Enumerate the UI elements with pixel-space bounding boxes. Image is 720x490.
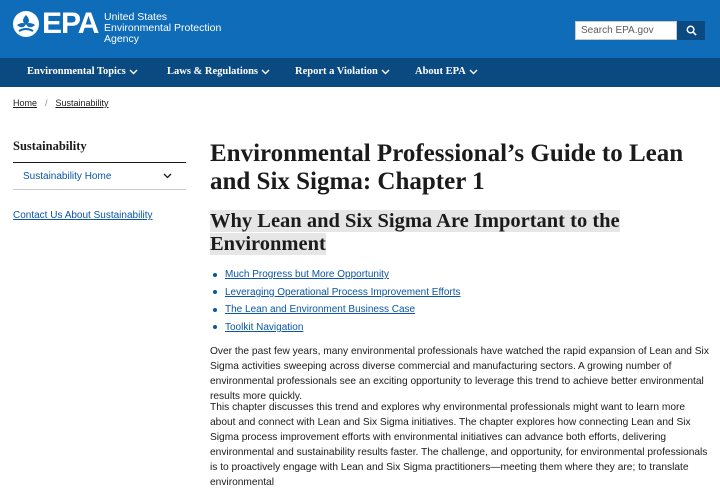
chevron-down-icon[interactable] — [163, 173, 172, 179]
agency-line-2: Environmental Protection — [104, 22, 222, 34]
toc-link[interactable]: Toolkit Navigation — [225, 321, 304, 333]
intro-paragraph: Over the past few years, many environmental professionals have watched the rapid expansion of Lean and Six Sigma activities sweeping across diverse commercial and manufacturing sectors. A growing number of environmental professionals see an exciting opportunity to leverage this trend to achieve better environmental results more quickly. — [210, 346, 709, 402]
nav-label: Laws & Regulations — [167, 66, 259, 77]
chevron-down-icon — [129, 69, 138, 75]
nav-label: Environmental Topics — [27, 66, 126, 77]
nav-label: Report a Violation — [295, 66, 378, 77]
contact-us-link[interactable]: Contact Us About Sustainability — [13, 210, 153, 221]
list-item — [213, 284, 461, 302]
breadcrumb-separator: / — [45, 98, 48, 108]
page-title: Environmental Professional’s Guide to Lean and Six Sigma: Chapter 1 — [210, 140, 684, 195]
bullet-icon — [213, 325, 217, 329]
table-of-contents — [213, 266, 461, 336]
nav-about-epa[interactable] — [415, 66, 478, 77]
agency-name — [104, 12, 221, 45]
chevron-down-icon — [261, 69, 270, 75]
nav-label: About EPA — [415, 66, 466, 77]
agency-line-1: United States — [104, 11, 168, 23]
section-heading — [210, 210, 710, 256]
bullet-icon — [213, 308, 217, 312]
breadcrumb — [13, 98, 109, 108]
toc-link[interactable]: The Lean and Environment Business Case — [225, 304, 416, 316]
bullet-icon — [213, 290, 217, 294]
bullet-icon — [213, 273, 217, 277]
nav-report-violation[interactable] — [295, 66, 390, 77]
breadcrumb-sustainability-link[interactable]: Sustainability — [55, 98, 109, 108]
site-header — [0, 0, 720, 58]
list-item — [213, 266, 461, 284]
search-input[interactable]: Search EPA.gov — [575, 21, 677, 40]
epa-logo[interactable] — [12, 7, 99, 40]
toc-link[interactable]: Leveraging Operational Process Improvement Efforts — [225, 286, 461, 298]
nav-laws-regulations[interactable] — [167, 66, 270, 77]
sidebar-item-sustainability-home[interactable] — [13, 163, 186, 189]
list-item — [213, 301, 461, 319]
body-paragraph: This chapter discusses this trend and explores why environmental professionals might want to learn more about and connect with Lean and Six Sigma initiatives. The chapter explores how connecting Lean and Six Sigma process improvement efforts with environmental initiatives can advance both efforts, delivering environmental and sustainability results faster. The challenge, and opportunity, for environmental professionals is to proactively engage with Lean and Six Sigma practitioners—meeting them where they are; to translate environmental — [210, 402, 708, 488]
toc-link[interactable]: Much Progress but More Opportunity — [225, 269, 389, 281]
sidebar-divider — [13, 189, 186, 190]
sidebar-title: Sustainability — [13, 139, 87, 153]
chevron-down-icon — [381, 69, 390, 75]
search-button[interactable] — [677, 21, 705, 40]
breadcrumb-home-link[interactable]: Home — [13, 98, 38, 108]
section-heading-text: Why Lean and Six Sigma Are Important to the Environment — [210, 210, 620, 255]
epa-flower-icon — [12, 10, 40, 38]
list-item — [213, 319, 461, 337]
nav-environmental-topics[interactable] — [27, 66, 138, 77]
logo-wordmark: EPA — [42, 7, 99, 40]
chevron-down-icon — [469, 69, 478, 75]
main-navigation — [0, 58, 720, 87]
sidebar-item-label: Sustainability Home — [23, 170, 112, 182]
search-icon — [686, 25, 697, 36]
agency-line-3: Agency — [104, 33, 140, 45]
